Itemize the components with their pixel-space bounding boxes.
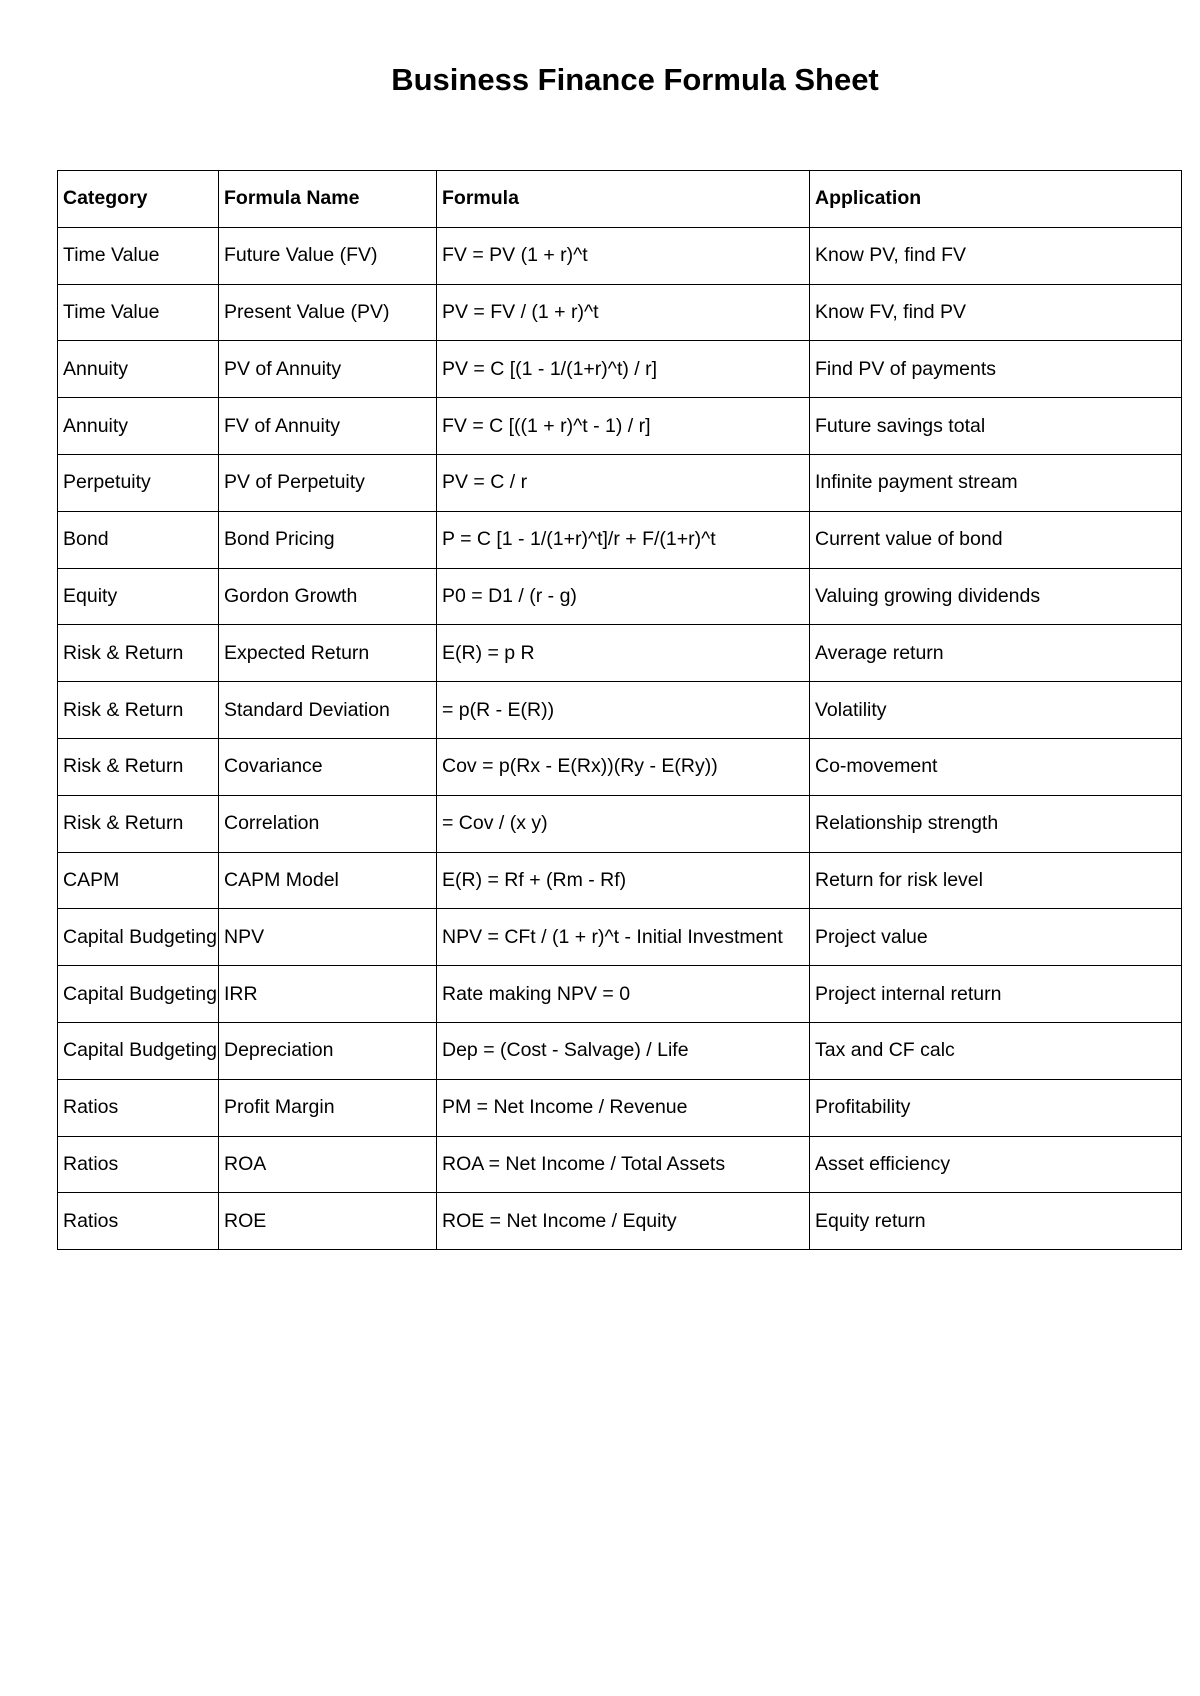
formula-cell: = Cov / (x y) [437,795,810,852]
formula-name-cell: Covariance [219,738,437,795]
formula-name-cell: Gordon Growth [219,568,437,625]
table-header-row [58,171,1182,228]
category-cell: Ratios [58,1193,219,1250]
application-cell: Know FV, find PV [810,284,1182,341]
category-cell: Ratios [58,1079,219,1136]
formula-table [57,170,1182,1250]
formula-name-cell: Bond Pricing [219,511,437,568]
application-cell: Project internal return [810,966,1182,1023]
formula-name-cell: ROE [219,1193,437,1250]
table-row [58,625,1182,682]
formula-name-cell: Future Value (FV) [219,227,437,284]
application-cell: Average return [810,625,1182,682]
formula-cell: Cov = p(Rx - E(Rx))(Ry - E(Ry)) [437,738,810,795]
table-row [58,454,1182,511]
formula-name-cell: ROA [219,1136,437,1193]
formula-name-cell: Expected Return [219,625,437,682]
application-cell: Project value [810,909,1182,966]
application-cell: Tax and CF calc [810,1022,1182,1079]
category-cell: Time Value [58,284,219,341]
table-row [58,1079,1182,1136]
table-row [58,966,1182,1023]
table-row [58,568,1182,625]
table-row [58,284,1182,341]
category-cell: Risk & Return [58,738,219,795]
formula-cell: ROA = Net Income / Total Assets [437,1136,810,1193]
table-body [58,227,1182,1249]
application-cell: Profitability [810,1079,1182,1136]
category-cell: Annuity [58,341,219,398]
formula-name-cell: FV of Annuity [219,398,437,455]
table-row [58,852,1182,909]
formula-name-cell: NPV [219,909,437,966]
application-cell: Valuing growing dividends [810,568,1182,625]
application-cell: Infinite payment stream [810,454,1182,511]
formula-cell: NPV = CFt / (1 + r)^t - Initial Investment [437,909,810,966]
category-cell: Ratios [58,1136,219,1193]
table-row [58,909,1182,966]
formula-cell: E(R) = p R [437,625,810,682]
formula-cell: P0 = D1 / (r - g) [437,568,810,625]
formula-cell: ROE = Net Income / Equity [437,1193,810,1250]
formula-cell: = p(R - E(R)) [437,682,810,739]
formula-cell: E(R) = Rf + (Rm - Rf) [437,852,810,909]
table-row [58,1193,1182,1250]
category-cell: Risk & Return [58,625,219,682]
formula-cell: PV = FV / (1 + r)^t [437,284,810,341]
formula-name-cell: PV of Perpetuity [219,454,437,511]
application-cell: Future savings total [810,398,1182,455]
formula-cell: PV = C / r [437,454,810,511]
category-cell: Risk & Return [58,682,219,739]
application-cell: Asset efficiency [810,1136,1182,1193]
application-cell: Co-movement [810,738,1182,795]
application-cell: Equity return [810,1193,1182,1250]
header-category: Category [58,171,219,228]
formula-name-cell: Standard Deviation [219,682,437,739]
category-cell: Risk & Return [58,795,219,852]
category-cell: Time Value [58,227,219,284]
category-cell: Capital Budgeting [58,1022,219,1079]
category-cell: CAPM [58,852,219,909]
category-cell: Capital Budgeting [58,966,219,1023]
formula-name-cell: Profit Margin [219,1079,437,1136]
table-row [58,682,1182,739]
application-cell: Relationship strength [810,795,1182,852]
application-cell: Find PV of payments [810,341,1182,398]
formula-cell: FV = C [((1 + r)^t - 1) / r] [437,398,810,455]
category-cell: Bond [58,511,219,568]
header-formula-name: Formula Name [219,171,437,228]
table-row [58,1136,1182,1193]
application-cell: Current value of bond [810,511,1182,568]
formula-name-cell: CAPM Model [219,852,437,909]
formula-cell: FV = PV (1 + r)^t [437,227,810,284]
table-row [58,398,1182,455]
category-cell: Equity [58,568,219,625]
formula-name-cell: Present Value (PV) [219,284,437,341]
application-cell: Volatility [810,682,1182,739]
header-application: Application [810,171,1182,228]
table-row [58,738,1182,795]
formula-name-cell: IRR [219,966,437,1023]
table-row [58,511,1182,568]
table-row [58,227,1182,284]
formula-name-cell: Depreciation [219,1022,437,1079]
formula-cell: P = C [1 - 1/(1+r)^t]/r + F/(1+r)^t [437,511,810,568]
formula-cell: Dep = (Cost - Salvage) / Life [437,1022,810,1079]
formula-name-cell: PV of Annuity [219,341,437,398]
formula-cell: Rate making NPV = 0 [437,966,810,1023]
application-cell: Return for risk level [810,852,1182,909]
page-title: Business Finance Formula Sheet [391,62,879,97]
table-row [58,795,1182,852]
category-cell: Capital Budgeting [58,909,219,966]
formula-cell: PM = Net Income / Revenue [437,1079,810,1136]
formula-cell: PV = C [(1 - 1/(1+r)^t) / r] [437,341,810,398]
table-row [58,1022,1182,1079]
header-formula: Formula [437,171,810,228]
category-cell: Annuity [58,398,219,455]
category-cell: Perpetuity [58,454,219,511]
formula-name-cell: Correlation [219,795,437,852]
table-row [58,341,1182,398]
application-cell: Know PV, find FV [810,227,1182,284]
